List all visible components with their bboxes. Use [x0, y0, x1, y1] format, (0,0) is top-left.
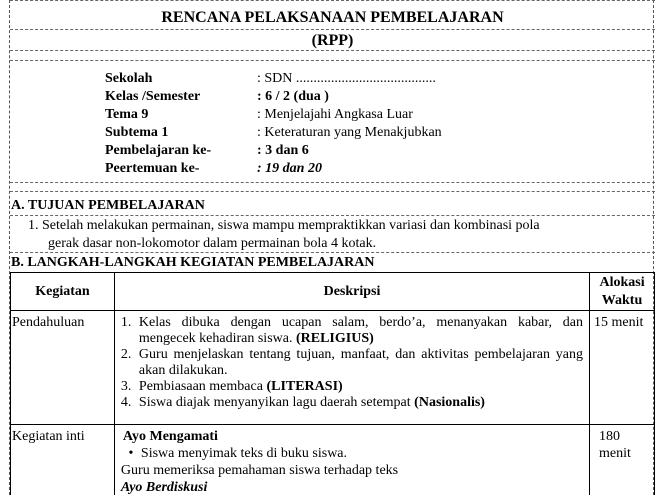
divider — [10, 50, 655, 51]
divider — [10, 252, 655, 253]
waktu-label: Waktu — [601, 292, 643, 308]
divider — [10, 60, 655, 61]
divider — [10, 0, 655, 1]
table-row — [11, 425, 655, 495]
document-page — [9, 0, 654, 495]
doc-title: RENCANA PELAKSANAAN PEMBELAJARAN — [161, 9, 504, 26]
col-header-kegiatan: Kegiatan — [11, 273, 115, 311]
section-a-heading: A. TUJUAN PEMBELAJARAN — [11, 198, 205, 213]
info-value: : 19 dan 20 — [257, 161, 322, 176]
table-header-row — [11, 273, 655, 311]
info-value: : Keteraturan yang Menakjubkan — [257, 125, 442, 140]
info-label: Kelas /Semester — [105, 89, 201, 104]
divider — [10, 191, 655, 192]
kegiatan-cell: Kegiatan inti — [11, 425, 115, 495]
col-header-alokasi — [590, 273, 655, 311]
list-item: • Siswa menyimak teks di buku siswa. — [121, 445, 585, 462]
waktu-cell — [590, 425, 655, 495]
info-label: Pembelajaran ke- — [105, 143, 212, 158]
list-item: 2. Guru menjelaskan tentang tujuan, manfaat, dan aktivitas pembelajaran yang akan dilakukan. — [120, 347, 584, 378]
info-label: Tema 9 — [105, 107, 149, 122]
deskripsi-cell — [114, 311, 589, 425]
divider — [10, 215, 655, 216]
col-header-deskripsi: Deskripsi — [114, 273, 589, 311]
info-label: Subtema 1 — [105, 125, 169, 140]
info-value: : 3 dan 6 — [257, 143, 309, 158]
info-label: Peertemuan ke- — [105, 161, 200, 176]
ayo-mengamati-heading: Ayo Mengamati — [122, 429, 218, 444]
divider — [10, 29, 655, 30]
table-row — [11, 311, 655, 425]
tujuan-line-2: gerak dasar non-lokomotor dalam permainan bola 4 kotak. — [48, 236, 377, 251]
deskripsi-cell — [114, 425, 589, 495]
waktu-cell: 15 menit — [590, 311, 655, 425]
alokasi-label: Alokasi — [599, 274, 645, 290]
list-item: 1. Kelas dibuka dengan ucapan salam, berdo’a, menanyakan kabar, dan mengecek kehadiran siswa. (RELIGIUS) — [120, 315, 584, 346]
tujuan-line-1: 1. Setelah melakukan permainan, siswa mampu mempraktikkan variasi dan kombinasi pola — [28, 218, 540, 233]
section-b-heading: B. LANGKAH-LANGKAH KEGIATAN PEMBELAJARAN — [11, 255, 375, 270]
bullet-icon: • — [128, 446, 134, 461]
info-label: Sekolah — [105, 71, 153, 86]
ayo-berdiskusi-heading: Ayo Berdiskusi — [120, 480, 208, 495]
list-item: 4. Siswa diajak menyanyikan lagu daerah setempat (Nasionalis) — [120, 395, 485, 410]
pendahuluan-list — [117, 315, 583, 411]
divider — [10, 182, 655, 183]
info-value: : SDN ........................................ — [257, 71, 436, 86]
kegiatan-cell: Pendahuluan — [11, 311, 115, 425]
info-value: : Menjelajahi Angkasa Luar — [257, 107, 413, 122]
waktu-value: 180 — [599, 429, 621, 444]
waktu-unit: menit — [599, 446, 631, 461]
doc-subtitle: (RPP) — [311, 32, 354, 49]
list-item: 3. Pembiasaan membaca (LITERASI) — [120, 379, 343, 394]
inti-line: Guru memeriksa pemahaman siswa terhadap teks — [120, 463, 399, 478]
kegiatan-table — [10, 272, 655, 495]
info-value: : 6 / 2 (dua ) — [257, 89, 329, 104]
